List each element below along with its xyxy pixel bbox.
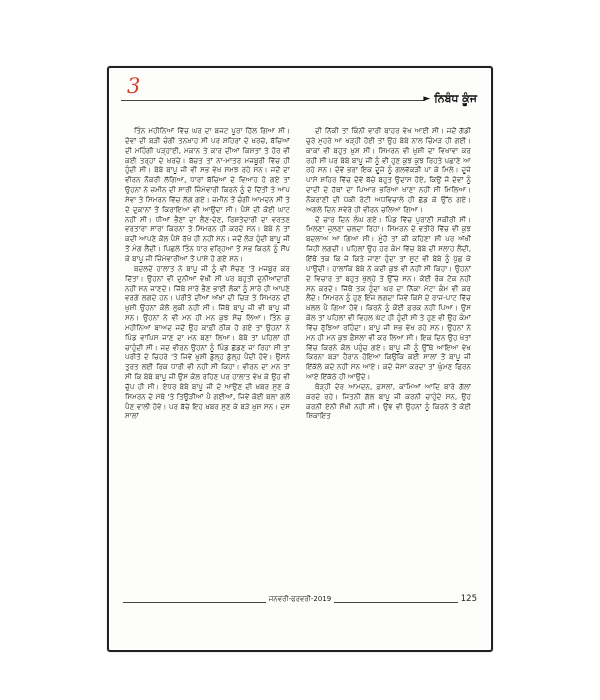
paragraph: ਤਿੰਨ ਮਹੀਨਿਆਂ ਵਿੱਚ ਘਰ ਦਾ ਬਜਟ ਪੂਰਾ ਹਿੱਲ ਗਿਆ ਸੀ। ਦੋਵਾਂ ਦੀ ਬੜੀ ਚੰਗੀ ਤਨਖ਼ਾਹ ਸੀ ਪਰ ਸ਼ਹਿਰਾਂ ਦੇ ਖ਼ਰਚੇ, ਬੱਚਿਆਂ ਦੀ ਮਹਿੰਗੀ ਪੜ੍ਹਾਈ, ਮਕਾਨ ਤੇ ਕਾਰ ਦੀਆਂ ਕਿਸ਼ਤਾਂ ਤੇ ਹੋਰ ਵੀ ਕਈ ਤਰ੍ਹਾਂ ਦੇ ਖ਼ਰਚੇ। ਬੱਚਤ ਤਾਂ ਨਾ-ਮਾਤਰ ਮਜਬੂਰੀ ਵਿੱਚ ਹੀ ਹੁੰਦੀ ਸੀ। ਬੇਬੇ ਬਾਪੂ ਜੀ ਵੀ ਸਭ ਵੇਖ ਸਮਝ ਰਹੇ ਸਨ। ਜਦੋਂ ਦਾ ਵੀਰਨ ਨੌਕਰੀ ਲੱਗਿਆ, ਧਾਰਾਂ ਬੱਚਿਆਂ ਦੇ ਵਿਆਹ ਹੋ ਗਏ ਤਾਂ ਉਹਨਾਂ ਨੇ ਜ਼ਮੀਨ ਦੀ ਸਾਰੀ ਜ਼ਿੰਮੇਵਾਰੀ ਕਿਰਨੇ ਨੂੰ ਦੇ ਦਿੱਤੀ ਤੇ ਆਪ ਸੇਵਾ ਤੇ ਸਿਮਰਨ ਵਿੱਚ ਲੱਗ ਗਏ। ਜ਼ਮੀਨ ਤੋਂ ਚੰਗੀ ਆਮਦਨ ਸੀ ਤੇ ਦੋ ਦੁਕਾਨਾਂ ਤੋਂ ਕਿਰਾਇਆ ਵੀ ਆਉਂਦਾ ਸੀ। ਪੈਸੇ ਦੀ ਕੋਈ ਘਾਟ ਨਹੀਂ ਸੀ। ਧੀਆਂ ਭੈਣਾਂ ਦਾ ਲੈਣ-ਦੇਣ, ਰਿਸ਼ਤੇਦਾਰੀ ਦਾ ਵਰਤਣ ਵਰਤਾਰਾ ਸਾਰਾ ਕਿਰਨਾ ਤੇ ਸਿਮਰਨ ਹੀ ਕਰਦੇ ਸਨ। ਬੇਬੇ ਨੇ ਤਾਂ ਕਦੀ ਆਪਣੇ ਕੋਲ ਪੈਸੇ ਰੱਖੇ ਹੀ ਨਹੀਂ ਸਨ। ਜਦੋਂ ਲੋੜ ਹੁੰਦੀ ਬਾਪੂ ਜੀ ਤੋਂ ਮੰਗ ਲੈਂਦੀ। ਪਿਛਲੇ ਤਿੰਨ ਧਾਰ ਵਰ੍ਹਿਆਂ ਤੋਂ ਸਭ ਕਿਰਨੇ ਨੂੰ ਸੌਂਪ ਕੇ ਬਾਪੂ ਜੀ ਜ਼ਿੰਮੇਵਾਰੀਆਂ ਤੋਂ ਪਾਸੇ ਹੋ ਗਏ ਸਨ।	[125, 126, 290, 263]
left-column	[125, 126, 290, 596]
margin-page-mark: 3	[127, 74, 141, 98]
footer	[109, 595, 491, 604]
running-head-title: ਨਿਬੰਧ ਕੂੰਜ	[434, 92, 477, 105]
page-number: 125	[458, 594, 477, 604]
header-rule	[121, 100, 425, 101]
scanned-page	[107, 66, 493, 652]
paragraph: ਬਦਲਦੇ ਹਾਲਾਤ ਨੇ ਬਾਪੂ ਜੀ ਨੂੰ ਵੀ ਸੋਚਣ 'ਤੇ ਮਜਬੂਰ ਕਰ ਦਿੱਤਾ। ਉਹਨਾਂ ਵੀ ਦੁਨੀਆਂ ਵੇਖੀ ਸੀ ਪਰ ਬਹੁਤੀ ਦੁਨੀਆਂਦਾਰੀ ਨਹੀਂ ਸਨ ਜਾਣਦੇ। ਜਿੱਥੇ ਸਾਰੇ ਭੈਣ ਭਾਈ ਲੋਕਾਂ ਨੂੰ ਸਾਰੇ ਹੀ ਆਪਣੇ ਵਰਗੇ ਲਗਦੇ ਹਨ। ਪਰੀਤੋ ਦੀਆਂ ਅੱਖਾਂ ਦੀ ਚਿੜ ਤੇ ਸਿਮਰਨ ਦੀ ਖ਼ੁਸ਼ੀ ਉਹਨਾਂ ਕੋਲੋਂ ਲੁਕੀ ਨਹੀਂ ਸੀ। ਜਿੱਥੇ ਬਾਪੂ ਜੀ ਵੀ ਬਾਪੂ ਜੀ ਸਨ। ਉਹਨਾਂ ਨੇ ਵੀ ਮਨ ਹੀ ਮਨ ਕੁਝ ਸੋਚ ਲਿਆ। ਤਿੰਨ ਕੁ ਮਹੀਨਿਆਂ ਬਾਅਦ ਜਦੋਂ ਉਹ ਕਾਫ਼ੀ ਠੀਕ ਹੋ ਗਏ ਤਾਂ ਉਹਨਾਂ ਨੇ ਪਿੰਡ ਵਾਪਿਸ ਜਾਣ ਦਾ ਮਨ ਬਣਾ ਲਿਆ। ਬੇਬੇ ਤਾਂ ਪਹਿਲਾਂ ਹੀ ਚਾਹੁੰਦੀ ਸੀ। ਜਦ ਵੀਰਨ ਉਹਨਾਂ ਨੂੰ ਪਿੰਡ ਛੱਡਣ ਜਾ ਰਿਹਾ ਸੀ ਤਾਂ ਪਰੀਤੋ ਦੇ ਚਿਹਰੇ 'ਤੇ ਜਿਵੇਂ ਖ਼ੁਸ਼ੀ ਡੁੱਲ੍ਹ ਡੁੱਲ੍ਹ ਪੈਂਦੀ ਹੋਵੇ। ਉਸਨੇ ਤੁਰਤ ਲਈ ਰਿਕ ਧਾਰੀ ਵੀ ਨਹੀਂ ਸੀ ਕਿਹਾ। ਵੀਰਨ ਦਾ ਮਨ ਤਾਂ ਸੀ ਕਿ ਬੇਬੇ ਬਾਪੂ ਜੀ ਉਸ ਕੋਲ ਰਹਿਣ ਪਰ ਹਾਲਾਤ ਵੇਖ ਕੇ ਉਹ ਵੀ ਚੁੱਪ ਹੀ ਸੀ। ਏਧਰ ਬੇਬੇ ਬਾਪੂ ਜੀ ਦੇ ਆਉਣ ਦੀ ਖ਼ਬਰ ਸੁਣ ਕੇ ਸਿਮਰਨ ਦੇ ਮੱਥੇ 'ਤੇ ਤਿਊੜੀਆਂ ਪੈ ਗਈਆਂ, ਜਿਵੇਂ ਕੋਈ ਬਲਾ ਗਲੋਂ ਪੈਣ ਵਾਲੀ ਹੋਵੇ। ਪਰ ਬੱਚੇ ਇਹ ਖ਼ਬਰ ਸੁਣ ਕੇ ਬੜੇ ਖ਼ੁਸ਼ ਸਨ। ਦਸ ਸਾਲਾਂ	[125, 263, 290, 421]
paragraph: ਦੀ ਨਿੱਕੀ ਤਾਂ ਕਿੰਨੀ ਵਾਰੀ ਬਾਹਰ ਵੇਖ ਆਈ ਸੀ। ਜਦੋਂ ਗੱਡੀ ਚੁਰੇ ਮੁਹਰੇ ਆ ਖੜ੍ਹੀ ਹੋਈ ਤਾਂ ਉਹ ਬੇਬੇ ਨਾਲ ਚਿੰਮੜ ਹੀ ਗਈ। ਕਾਕਾ ਵੀ ਬਹੁਤ ਖ਼ੁਸ਼ ਸੀ। ਸਿਮਰਨ ਵੀ ਖ਼ੁਸ਼ੀ ਦਾ ਵਿਖਾਵਾ ਕਰ ਰਹੀ ਸੀ ਪਰ ਬੇਬੇ ਬਾਪੂ ਜੀ ਨੂੰ ਵੀ ਹੁਣ ਕੁਝ ਕੁਝ ਰਿਹਤੇ ਪਛਾਣੇ ਆ ਰਹੇ ਸਨ। ਦੋਵੇਂ ਭਰਾ ਇਕ ਦੂਜੇ ਨੂੰ ਗਲਵੱਕੜੀ ਪਾ ਕੇ ਮਿਲੇ। ਦੂਜੇ ਪਾਸੇ ਸ਼ਹਿਰ ਵਿੱਚ ਦੋਵੇਂ ਬੱਚੇ ਬਹੁਤ ਉਦਾਸ ਹੋਏ, ਕਿਉਂ ਜੋ ਦੋਵਾਂ ਨੂੰ ਦਾਦੀ ਦੇ ਹੱਥਾਂ ਦਾ ਪਿਆਰ ਭਰਿਆ ਖਾਣਾ ਨਹੀਂ ਸੀ ਮਿਲਿਆ। ਨੌਕਰਾਣੀ ਦੀ ਪੱਕੀ ਰੋਟੀ ਅਧਵਿਚਾਲੇ ਹੀ ਛੱਡ ਕੇ ਉੱਠ ਗਏ। ਅਗਲੇ ਦਿਨ ਸਵੇਰੇ ਹੀ ਵੀਰਨ ਚਲਿਆ ਗਿਆ।	[306, 126, 471, 214]
running-head	[423, 92, 477, 106]
paragraph: ਦੋ ਚਾਰ ਦਿਨ ਲੰਘ ਗਏ। ਪਿੰਡ ਵਿੱਚ ਪੁਰਾਣੀ ਸਕੀਰੀ ਸੀ। ਮਿਲਣਾ ਜੁਲਣਾ ਚਲਦਾ ਰਿਹਾ। ਸਿਮਰਨ ਦੇ ਵਤੀਰੇ ਵਿੱਚ ਵੀ ਕੁਝ ਬਦਲਾਅ ਆ ਗਿਆ ਸੀ। ਮੂੰਹੋਂ ਤਾਂ ਕੀ ਕਹਿਣਾ ਸੀ ਪਰ ਅੱਖੀਂ ਜਿਹੀ ਲਗਦੀ। ਪਹਿਲਾਂ ਉਹ ਹਰ ਕੰਮ ਵਿੱਚ ਬੇਬੇ ਦੀ ਸਲਾਹ ਲੈਂਦੀ, ਇੱਥੋਂ ਤਕ ਕਿ ਜੇ ਕਿਤੇ ਜਾਣਾ ਹੁੰਦਾ ਤਾਂ ਸੂਟ ਵੀ ਬੇਬੇ ਨੂੰ ਪੁੱਛ ਕੇ ਪਾਉਂਦੀ। ਹਾਲਾਂਕਿ ਬੇਬੇ ਨੇ ਕਦੀ ਕੁਝ ਵੀ ਨਹੀਂ ਸੀ ਕਿਹਾ। ਉਹਨਾਂ ਦੇ ਵਿਚਾਰ ਤਾਂ ਬਹੁਤ ਖੁੱਲ੍ਹੇ ਤੇ ਉੱਚੇ ਸਨ। ਕੋਈ ਰੋਕ ਟੋਕ ਨਹੀਂ ਸਨ ਕਰਦੇ। ਜਿੱਥੋਂ ਤਕ ਹੁੰਦਾ ਘਰ ਦਾ ਨਿੱਕਾ ਮੋਟਾ ਕੰਮ ਵੀ ਕਰ ਲੈਂਦੇ। ਸਿਮਰਨ ਨੂੰ ਹੁਣ ਇੰਜ ਲਗਦਾ ਜਿਵੇਂ ਕਿਸੇ ਦੇ ਰਾਜ-ਪਾਟ ਵਿੱਚ ਖ਼ਲਲ ਪੈ ਗਿਆ ਹੋਵੇ। ਕਿਰਨੇ ਨੂੰ ਕੋਈ ਫ਼ਰਕ ਨਹੀਂ ਪਿਆ। ਉਸ ਕੋਲ ਤਾਂ ਪਹਿਲਾਂ ਵੀ ਵਿਹਲ ਘੱਟ ਹੀ ਹੁੰਦੀ ਸੀ ਤੇ ਹੁਣ ਵੀ ਉਹ ਕੰਮਾਂ ਵਿੱਚ ਰੁੱਝਿਆ ਰਹਿੰਦਾ। ਬਾਪੂ ਜੀ ਸਭ ਵੇਖ ਰਹੇ ਸਨ। ਉਹਨਾਂ ਨੇ ਮਨ ਹੀ ਮਨ ਕੁਝ ਫ਼ੈਸਲਾ ਵੀ ਕਰ ਲਿਆ ਸੀ। ਇਕ ਦਿਨ ਉਹ ਖੇਤਾਂ ਵਿੱਚ ਕਿਰਨੇ ਕੋਲ ਪਹੁੰਚ ਗਏ। ਬਾਪੂ ਜੀ ਨੂੰ ਉੱਥੇ ਆਇਆ ਵੇਖ ਕਿਰਨਾ ਬੜਾ ਹੈਰਾਨ ਹੋਇਆ ਕਿਉਂਕਿ ਕਈ ਸਾਲਾਂ ਤੋਂ ਬਾਪੂ ਜੀ ਇੱਕੱਲੇ ਕਦੇ ਨਹੀਂ ਸਨ ਆਏ। ਕਦੇ ਜੇਸਾ ਕਰਦਾ ਤਾਂ ਘੁੰਮਣ ਫਿਰਨ ਆਏ ਇੱਕੱਠੇ ਹੀ ਆਉਂਦੇ।	[306, 214, 471, 382]
paragraph: ਥੋੜ੍ਹੀ ਦੇਰ ਆਮਦਨ, ਫ਼ਸਲਾਂ, ਕਾਮਿਆਂ ਆਦਿ ਬਾਰੇ ਗੱਲਾਂ ਕਰਦੇ ਰਹੇ। ਜਿਤਨੀ ਗੱਲ ਬਾਪੂ ਜੀ ਕਰਨੀ ਚਾਹੁੰਦੇ ਸਨ, ਉਹ ਕਰਨੀ ਏਨੀ ਸੌਖੀ ਨਹੀਂ ਸੀ। ਉਂਞ ਵੀ ਉਹਨਾਂ ਨੂੰ ਕਿਰਨੇ ਤੋਂ ਕੋਈ ਸ਼ਿਕਾਇਤ	[306, 381, 471, 421]
right-column	[306, 126, 471, 596]
chevron-right-icon: ►	[423, 94, 431, 104]
footer-issue-date: ਜਨਵਰੀ-ਫਰਵਰੀ-2019	[266, 595, 334, 603]
